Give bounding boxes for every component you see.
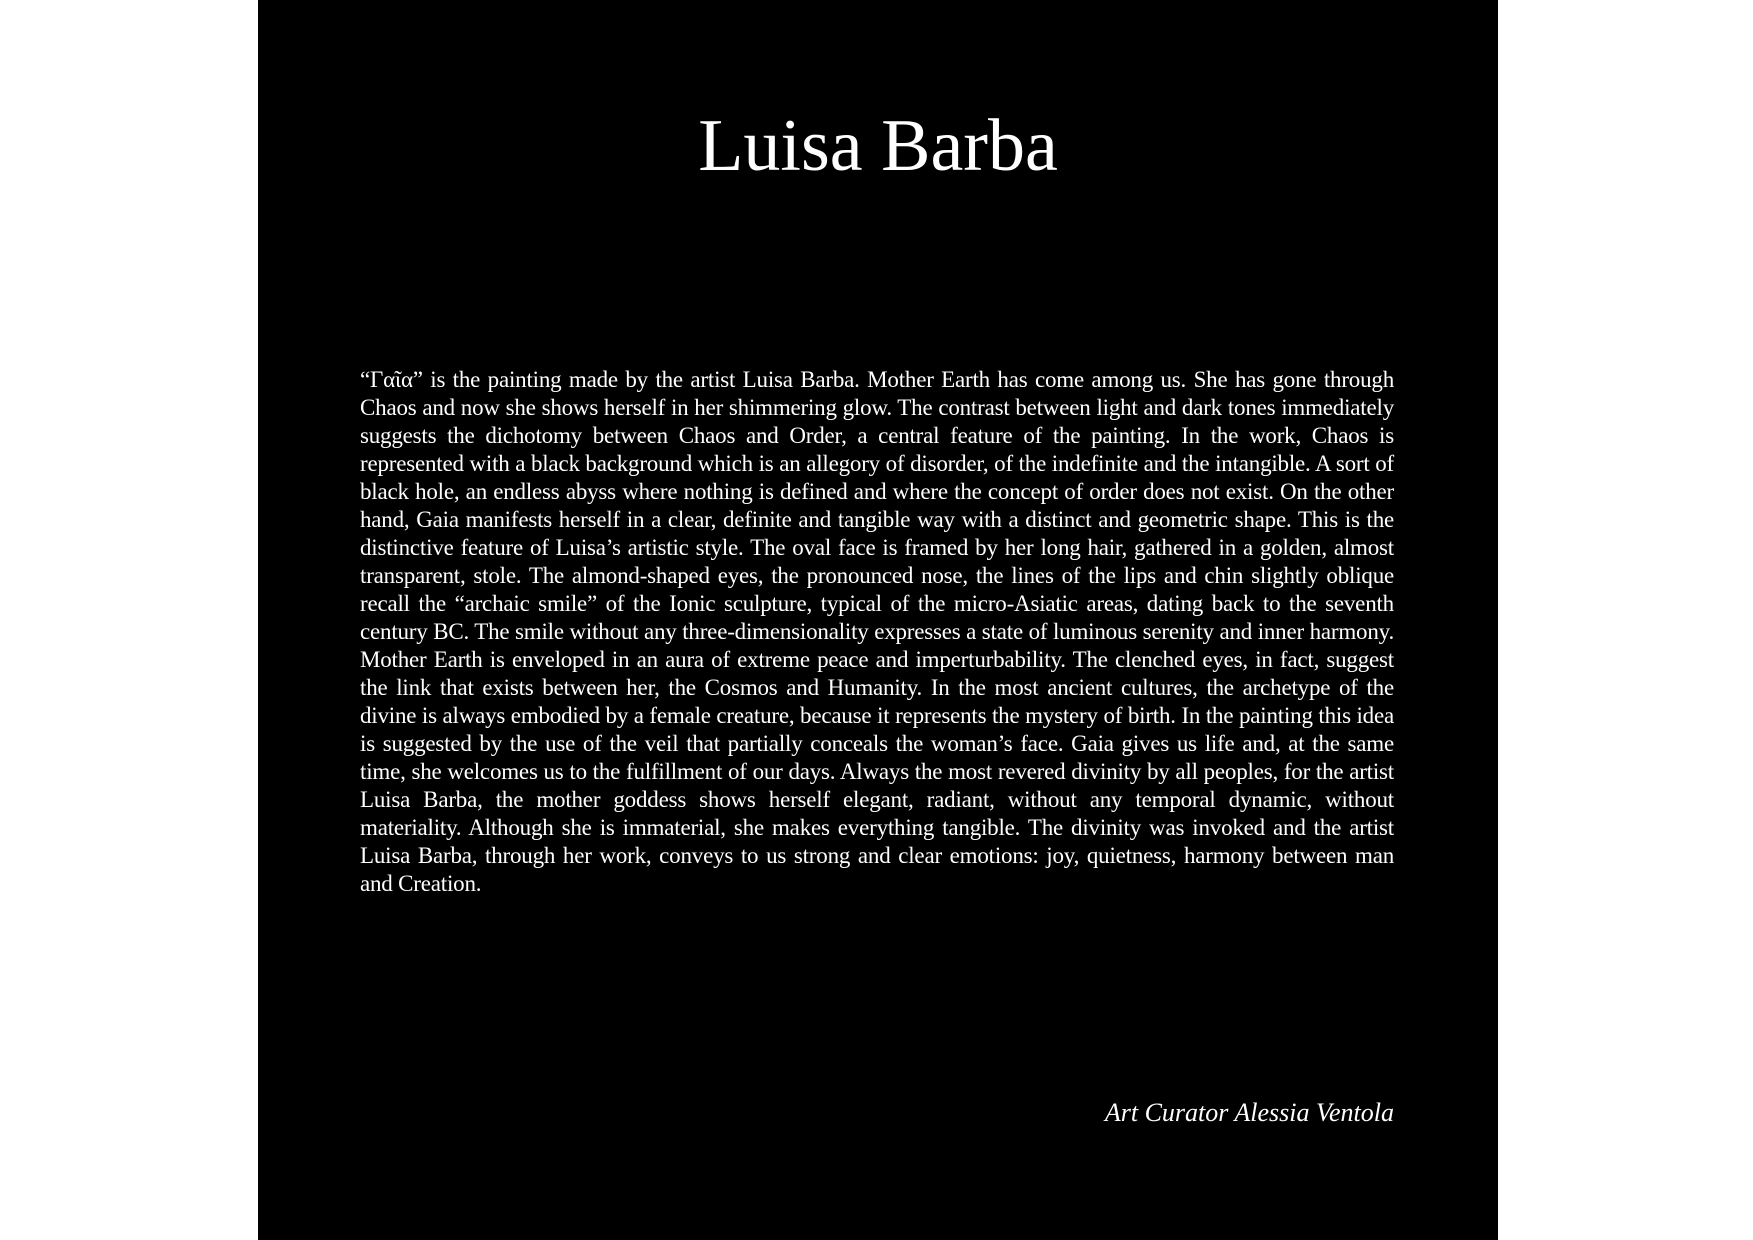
body-paragraph: “Γαῖα” is the painting made by the artist Luisa Barba. Mother Earth has come among us. She has gone through Chaos and now she shows herself in her shimmering glow. The contrast between light and dark tones immediately suggests the dichotomy between Chaos and Order, a central feature of the painting. In the work, Chaos is represented with a black background which is an allegory of disorder, of the indefinite and the intangible. A sort of black hole, an endless abyss where nothing is defined and where the concept of order does not exist. On the other hand, Gaia manifests herself in a clear, definite and tangible way with a distinct and geometric shape. This is the distinctive feature of Luisa’s artistic style. The oval face is framed by her long hair, gathered in a golden, almost transparent, stole. The almond-shaped eyes, the pronounced nose, the lines of the lips and chin slightly oblique recall the “archaic smile” of the Ionic sculpture, typical of the micro-Asiatic areas, dating back to the seventh century BC. The smile without any three-dimensionality expresses a state of luminous serenity and inner harmony. Mother Earth is enveloped in an aura of extreme peace and imperturbability. The clenched eyes, in fact, suggest the link that exists between her, the Cosmos and Humanity. In the most ancient cultures, the archetype of the divine is always embodied by a female creature, because it represents the mystery of birth. In the painting this idea is suggested by the use of the veil that partially conceals the woman’s face. Gaia gives us life and, at the same time, she welcomes us to the fulfillment of our days. Always the most revered divinity by all peoples, for the artist Luisa Barba, the mother goddess shows herself elegant, radiant, without any temporal dynamic, without materiality. Although she is immaterial, she makes everything tangible. The divinity was invoked and the artist Luisa Barba, through her work, conveys to us strong and clear emotions: joy, quietness, harmony between man and Creation.: [360, 367, 1394, 896]
page-title: Luisa Barba: [698, 105, 1058, 187]
document-page: [258, 0, 1498, 1240]
curator-signature: Art Curator Alessia Ventola: [1104, 1098, 1394, 1127]
